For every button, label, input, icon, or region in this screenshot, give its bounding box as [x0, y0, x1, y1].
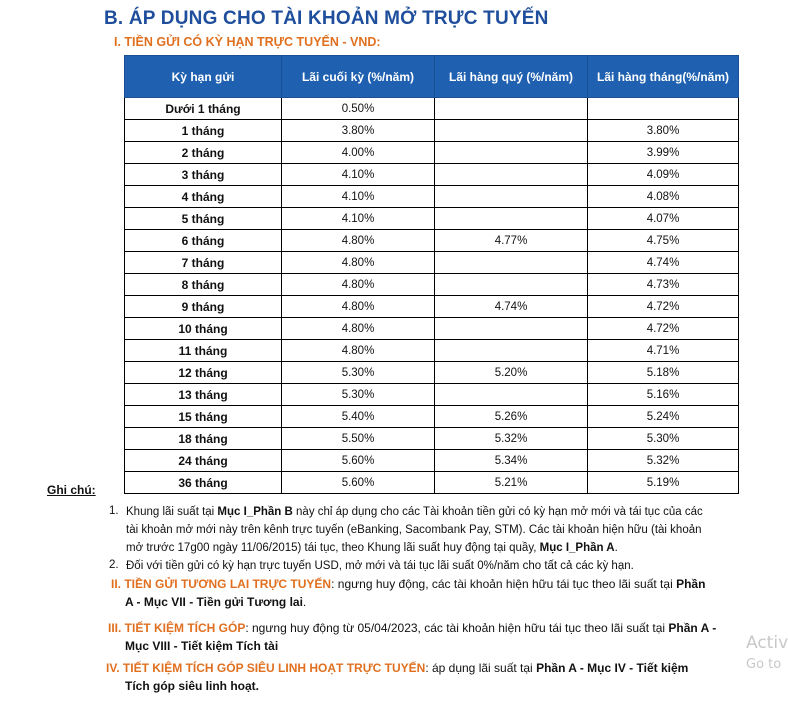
quarterly-rate-cell [435, 340, 588, 362]
term-cell: 5 tháng [125, 208, 282, 230]
section-4-line-2 [125, 677, 259, 696]
monthly-rate-cell: 3.99% [588, 142, 739, 164]
monthly-rate-cell: 4.72% [588, 296, 739, 318]
note-1-line-1 [126, 503, 703, 521]
table-row [125, 98, 739, 120]
monthly-rate-cell: 5.16% [588, 384, 739, 406]
end-of-term-rate-cell: 5.60% [282, 472, 435, 494]
term-cell: 9 tháng [125, 296, 282, 318]
end-of-term-rate-cell: 5.50% [282, 428, 435, 450]
section-ref: Phần A - Mục IV - Tiết kiệm [536, 661, 689, 675]
activation-watermark-line-2: Go to [746, 657, 782, 672]
quarterly-rate-cell: 5.34% [435, 450, 588, 472]
section-subtitle: I. TIỀN GỬI CÓ KỲ HẠN TRỰC TUYẾN - VND: [114, 35, 381, 49]
term-cell: 2 tháng [125, 142, 282, 164]
term-cell: 4 tháng [125, 186, 282, 208]
section-4-heading: IV. TIẾT KIỆM TÍCH GÓP SIÊU LINH HOẠT TRỰC TUYẾN [106, 661, 426, 675]
quarterly-rate-cell: 5.32% [435, 428, 588, 450]
end-of-term-rate-cell: 4.80% [282, 252, 435, 274]
quarterly-rate-cell: 5.26% [435, 406, 588, 428]
end-of-term-rate-cell: 4.80% [282, 340, 435, 362]
quarterly-rate-cell: 4.77% [435, 230, 588, 252]
end-of-term-rate-cell: 4.80% [282, 230, 435, 252]
section-2-line-2 [125, 593, 306, 612]
end-of-term-rate-cell: 4.80% [282, 318, 435, 340]
term-cell: Dưới 1 tháng [125, 98, 282, 120]
note-ref: Mục I_Phần B [217, 506, 293, 518]
quarterly-rate-cell [435, 142, 588, 164]
table-row [125, 142, 739, 164]
notes-heading: Ghi chú: [47, 483, 96, 497]
term-cell: 36 tháng [125, 472, 282, 494]
quarterly-rate-cell [435, 98, 588, 120]
term-cell: 1 tháng [125, 120, 282, 142]
quarterly-rate-cell [435, 252, 588, 274]
note-1-line-2: tài khoản mở mới này trên kênh trực tuyến (eBanking, Sacombank Pay, STM). Các tài khoản hiện hữu (tài khoản [126, 524, 702, 536]
monthly-rate-cell: 4.71% [588, 340, 739, 362]
quarterly-rate-cell [435, 384, 588, 406]
quarterly-rate-cell [435, 318, 588, 340]
end-of-term-rate-cell: 3.80% [282, 120, 435, 142]
monthly-rate-cell: 4.72% [588, 318, 739, 340]
activation-watermark-line-1: Activ [746, 633, 788, 653]
section-ref: Phần [676, 577, 706, 591]
term-cell: 7 tháng [125, 252, 282, 274]
section-2-line-1 [111, 575, 705, 594]
note-1-number: 1. [109, 505, 119, 517]
monthly-rate-cell: 5.18% [588, 362, 739, 384]
table-row [125, 120, 739, 142]
table-row [125, 384, 739, 406]
section-3-heading: III. TIẾT KIỆM TÍCH GÓP [108, 621, 246, 635]
table-row [125, 428, 739, 450]
monthly-rate-cell: 4.09% [588, 164, 739, 186]
quarterly-rate-cell [435, 120, 588, 142]
term-cell: 10 tháng [125, 318, 282, 340]
term-cell: 24 tháng [125, 450, 282, 472]
section-text: : ngưng huy động, các tài khoản hiện hữu tái tục theo lãi suất tại [331, 577, 677, 591]
monthly-rate-cell: 4.74% [588, 252, 739, 274]
note-text: mở trước 17g00 ngày 11/06/2015) tái tục, theo Khung lãi suất huy động tại quầy, [126, 542, 540, 554]
header-end-of-term: Lãi cuối kỳ (%/năm) [282, 56, 435, 98]
monthly-rate-cell: 5.19% [588, 472, 739, 494]
quarterly-rate-cell [435, 186, 588, 208]
end-of-term-rate-cell: 5.30% [282, 362, 435, 384]
table-row [125, 340, 739, 362]
header-term: Kỳ hạn gửi [125, 56, 282, 98]
section-ref: Phần A - [668, 621, 717, 635]
end-of-term-rate-cell: 4.00% [282, 142, 435, 164]
quarterly-rate-cell [435, 164, 588, 186]
table-row [125, 164, 739, 186]
section-ref: Mục VIII - Tiết kiệm Tích tài [125, 639, 279, 653]
note-1-line-3 [126, 539, 618, 557]
monthly-rate-cell: 4.07% [588, 208, 739, 230]
end-of-term-rate-cell: 4.10% [282, 164, 435, 186]
term-cell: 12 tháng [125, 362, 282, 384]
table-row [125, 186, 739, 208]
section-text: : áp dụng lãi suất tại [425, 661, 537, 675]
note-text: . [614, 542, 618, 554]
table-row [125, 230, 739, 252]
table-row [125, 362, 739, 384]
table-row [125, 252, 739, 274]
end-of-term-rate-cell: 0.50% [282, 98, 435, 120]
monthly-rate-cell: 5.30% [588, 428, 739, 450]
term-cell: 15 tháng [125, 406, 282, 428]
quarterly-rate-cell [435, 208, 588, 230]
monthly-rate-cell: 5.32% [588, 450, 739, 472]
note-text: này chỉ áp dụng cho các Tài khoản tiền gửi có kỳ hạn mở mới và tái tục của các [292, 506, 703, 518]
table-row [125, 450, 739, 472]
note-ref: Mục I_Phần A [539, 542, 615, 554]
table-body [125, 98, 739, 494]
section-3-line-2 [125, 637, 278, 656]
table-row [125, 406, 739, 428]
term-cell: 13 tháng [125, 384, 282, 406]
quarterly-rate-cell [435, 274, 588, 296]
section-2-heading: II. TIỀN GỬI TƯƠNG LAI TRỰC TUYẾN [111, 577, 332, 591]
note-2-number: 2. [109, 559, 119, 571]
table-row [125, 274, 739, 296]
monthly-rate-cell: 3.80% [588, 120, 739, 142]
header-quarterly: Lãi hàng quý (%/năm) [435, 56, 588, 98]
end-of-term-rate-cell: 4.10% [282, 208, 435, 230]
section-ref: A - Mục VII - Tiền gửi Tương lai [125, 595, 303, 609]
table-row [125, 472, 739, 494]
end-of-term-rate-cell: 4.80% [282, 274, 435, 296]
page-title: B. ÁP DỤNG CHO TÀI KHOẢN MỞ TRỰC TUYẾN [104, 8, 549, 29]
term-cell: 18 tháng [125, 428, 282, 450]
section-ref: Tích góp siêu linh hoạt. [125, 679, 259, 693]
term-cell: 6 tháng [125, 230, 282, 252]
section-text: : ngưng huy động từ 05/04/2023, các tài khoản hiện hữu tái tục theo lãi suất tại [245, 621, 669, 635]
monthly-rate-cell: 4.75% [588, 230, 739, 252]
quarterly-rate-cell: 5.20% [435, 362, 588, 384]
table-row [125, 318, 739, 340]
note-2-line-1: Đối với tiền gửi có kỳ hạn trực tuyến USD, mở mới và tái tục lãi suất 0%/năm cho tất cả các kỳ hạn. [126, 560, 634, 572]
term-cell: 11 tháng [125, 340, 282, 362]
note-text: Khung lãi suất tại [126, 506, 218, 518]
monthly-rate-cell: 4.08% [588, 186, 739, 208]
section-text: . [302, 595, 307, 609]
interest-rate-table [124, 55, 739, 494]
end-of-term-rate-cell: 5.40% [282, 406, 435, 428]
end-of-term-rate-cell: 5.30% [282, 384, 435, 406]
monthly-rate-cell: 4.73% [588, 274, 739, 296]
monthly-rate-cell: 5.24% [588, 406, 739, 428]
end-of-term-rate-cell: 5.60% [282, 450, 435, 472]
table-header-row [125, 56, 739, 98]
quarterly-rate-cell: 5.21% [435, 472, 588, 494]
term-cell: 8 tháng [125, 274, 282, 296]
end-of-term-rate-cell: 4.10% [282, 186, 435, 208]
table-row [125, 208, 739, 230]
term-cell: 3 tháng [125, 164, 282, 186]
header-monthly: Lãi hàng tháng(%/năm) [588, 56, 739, 98]
monthly-rate-cell [588, 98, 739, 120]
section-4-line-1 [106, 659, 688, 678]
table-row [125, 296, 739, 318]
quarterly-rate-cell: 4.74% [435, 296, 588, 318]
end-of-term-rate-cell: 4.80% [282, 296, 435, 318]
section-3-line-1 [108, 619, 716, 638]
